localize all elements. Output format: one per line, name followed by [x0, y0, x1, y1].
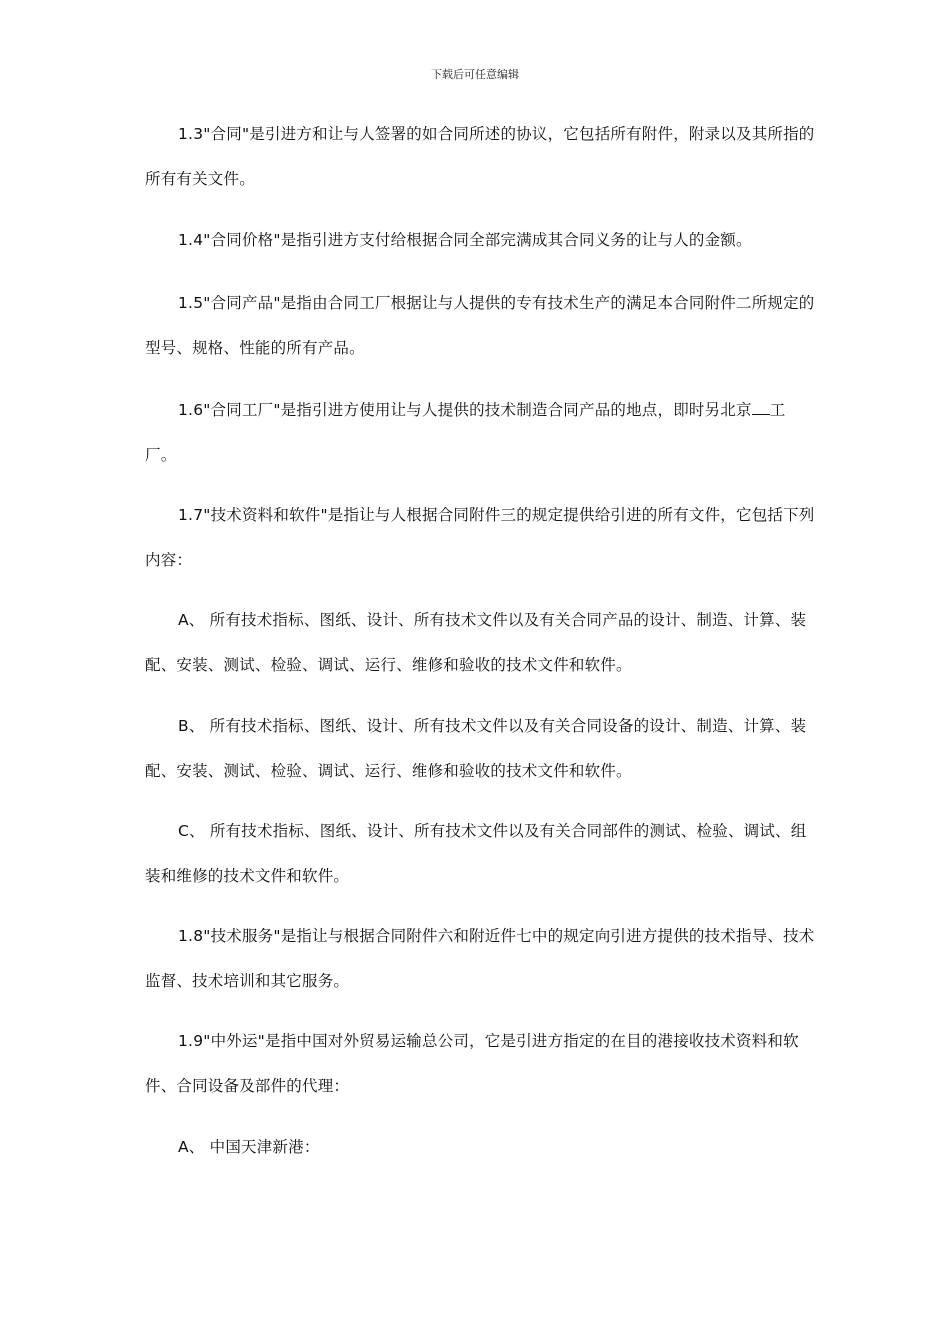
- page-header-note: 下载后可任意编辑: [431, 68, 519, 81]
- paragraph-1-6-text-end: 工厂。: [145, 401, 786, 464]
- paragraph-item-c: C、 所有技术指标、图纸、设计、所有技术文件以及有关合同部件的测试、检验、调试、组装和维修的技术文件和软件。: [145, 822, 807, 885]
- paragraph-1-7: 1.7"技术资料和软件"是指让与人根据合同附件三的规定提供给引进的所有文件，它包括下列内容：: [145, 506, 815, 569]
- fill-in-blank: [752, 400, 770, 415]
- paragraph-1-9: 1.9"中外运"是指中国对外贸易运输总公司，它是引进方指定的在目的港接收技术资料和软件、合同设备及部件的代理：: [145, 1032, 799, 1095]
- paragraph-item-b: B、 所有技术指标、图纸、设计、所有技术文件以及有关合同设备的设计、制造、计算、装配、安装、测试、检验、调试、运行、维修和验收的技术文件和软件。: [145, 717, 807, 780]
- paragraph-1-3: 1.3"合同"是引进方和让与人签署的如合同所述的协议，它包括所有附件，附录以及其所指的所有有关文件。: [145, 125, 815, 188]
- paragraph-1-6-text: 1.6"合同工厂"是指引进方使用让与人提供的技术制造合同产品的地点，即时另北京: [178, 401, 752, 419]
- paragraph-1-4: 1.4"合同价格"是指引进方支付给根据合同全部完满成其合同义务的让与人的金额。: [178, 231, 752, 249]
- paragraph-item-a: A、 所有技术指标、图纸、设计、所有技术文件以及有关合同产品的设计、制造、计算、装配、安装、测试、检验、调试、运行、维修和验收的技术文件和软件。: [145, 611, 807, 674]
- paragraph-1-8: 1.8"技术服务"是指让与根据合同附件六和附近件七中的规定向引进方提供的技术指导、技术监督、技术培训和其它服务。: [145, 927, 815, 990]
- paragraph-1-5: 1.5"合同产品"是指由合同工厂根据让与人提供的专有技术生产的满足本合同附件二所规定的型号、规格、性能的所有产品。: [145, 294, 815, 357]
- paragraph-1-6: [145, 388, 815, 478]
- paragraph-port-a: A、 中国天津新港：: [178, 1138, 320, 1156]
